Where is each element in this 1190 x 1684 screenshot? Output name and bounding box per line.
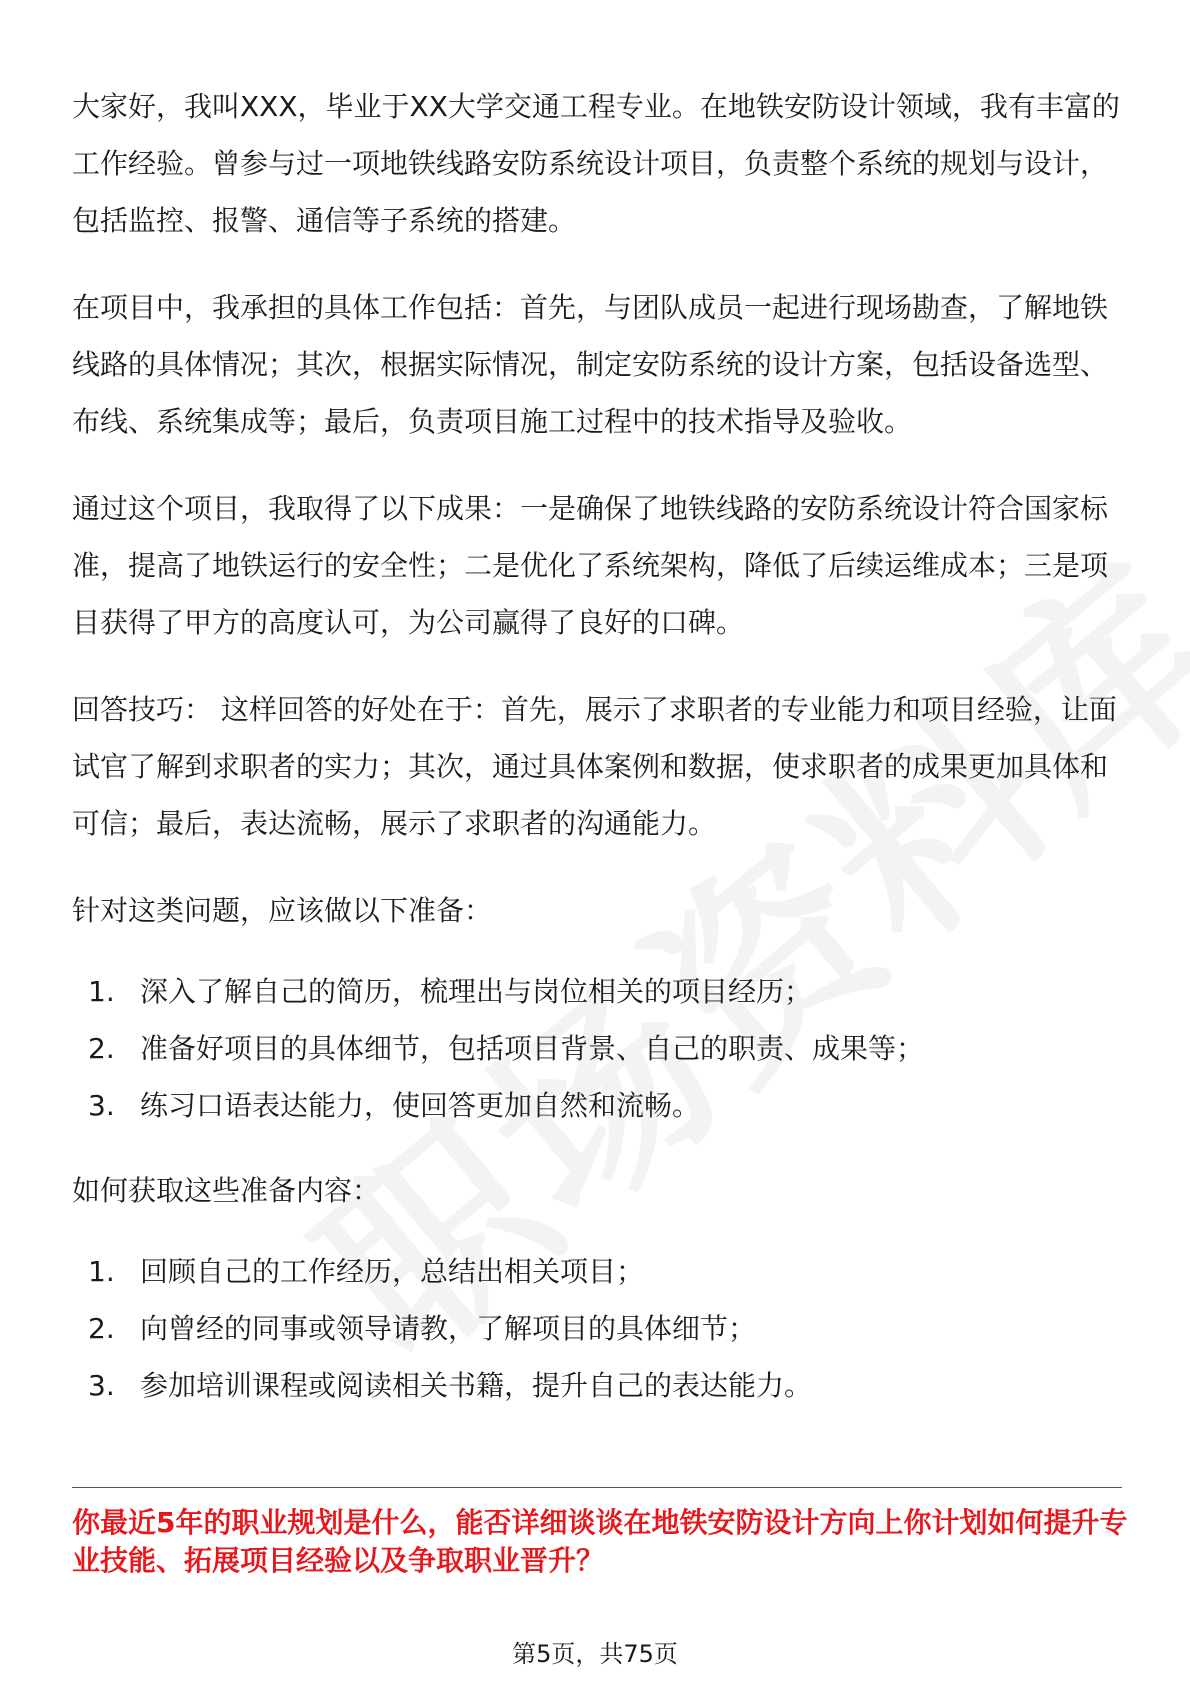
- document-body: [72, 78, 1122, 1442]
- list-text: 深入了解自己的简历，梳理出与岗位相关的项目经历；: [140, 975, 813, 1008]
- list-number: 1.: [88, 1255, 115, 1288]
- list-text: 参加培训课程或阅读相关书籍，提升自己的表达能力。: [140, 1369, 813, 1402]
- prep-heading: 针对这类问题，应该做以下准备：: [72, 894, 493, 927]
- list-item: [72, 1357, 1122, 1414]
- acquire-heading: 如何获取这些准备内容：: [72, 1174, 381, 1207]
- list-item: [72, 1243, 1122, 1300]
- paragraph-answer-tips: 回答技巧： 这样回答的好处在于：首先，展示了求职者的专业能力和项目经验，让面试官了解到求职者的实力；其次，通过具体案例和数据，使求职者的成果更加具体和可信；最后，表达流畅，展示了求职者的沟通能力。: [72, 693, 1117, 840]
- list-item: [72, 1077, 1122, 1134]
- section-divider: [72, 1487, 1122, 1488]
- page-number: 第5页，共75页: [512, 1640, 678, 1668]
- list-number: 2.: [88, 1312, 115, 1345]
- next-question-heading: 你最近5年的职业规划是什么，能否详细谈谈在地铁安防设计方向上你计划如何提升专业技能、拓展项目经验以及争取职业晋升？: [72, 1506, 1128, 1577]
- acquire-list: [72, 1243, 1122, 1414]
- paragraph-achievements: 通过这个项目，我取得了以下成果：一是确保了地铁线路的安防系统设计符合国家标准，提高了地铁运行的安全性；二是优化了系统架构，降低了后续运维成本；三是项目获得了甲方的高度认可，为公司赢得了良好的口碑。: [72, 492, 1109, 639]
- list-text: 练习口语表达能力，使回答更加自然和流畅。: [140, 1089, 701, 1122]
- list-number: 3.: [88, 1089, 115, 1122]
- list-item: [72, 963, 1122, 1020]
- list-number: 2.: [88, 1032, 115, 1065]
- list-item: [72, 1300, 1122, 1357]
- list-text: 向曾经的同事或领导请教，了解项目的具体细节；: [140, 1312, 757, 1345]
- list-text: 回顾自己的工作经历，总结出相关项目；: [140, 1255, 645, 1288]
- list-text: 准备好项目的具体细节，包括项目背景、自己的职责、成果等；: [140, 1032, 925, 1065]
- prep-list: [72, 963, 1122, 1134]
- list-number: 3.: [88, 1369, 115, 1402]
- list-item: [72, 1020, 1122, 1077]
- paragraph-intro: 大家好，我叫XXX，毕业于XX大学交通工程专业。在地铁安防设计领域，我有丰富的工作经验。曾参与过一项地铁线路安防系统设计项目，负责整个系统的规划与设计，包括监控、报警、通信等子系统的搭建。: [72, 90, 1120, 237]
- paragraph-responsibilities: 在项目中，我承担的具体工作包括：首先，与团队成员一起进行现场勘查，了解地铁线路的具体情况；其次，根据实际情况，制定安防系统的设计方案，包括设备选型、布线、系统集成等；最后，负责项目施工过程中的技术指导及验收。: [72, 291, 1109, 438]
- list-number: 1.: [88, 975, 115, 1008]
